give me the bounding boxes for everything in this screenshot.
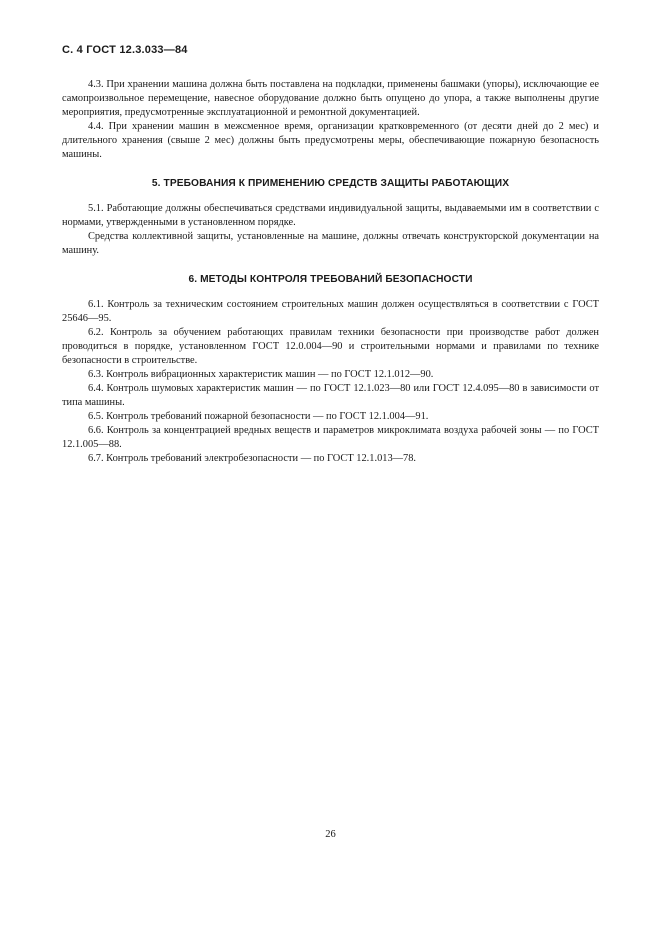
paragraph-6-5: 6.5. Контроль требований пожарной безопасности — по ГОСТ 12.1.004—91. (88, 411, 429, 422)
paragraph-6-4: 6.4. Контроль шумовых характеристик машин — по ГОСТ 12.1.023—80 или ГОСТ 12.4.095—80 в зависимости от типа машины. (62, 383, 599, 408)
paragraph-6-1: 6.1. Контроль за техническим состоянием строительных машин должен осуществляться в соответствии с ГОСТ 25646—95. (62, 299, 599, 324)
paragraph-6-7: 6.7. Контроль требований электробезопасности — по ГОСТ 12.1.013—78. (88, 453, 417, 464)
section-6-heading: 6. МЕТОДЫ КОНТРОЛЯ ТРЕБОВАНИЙ БЕЗОПАСНОСТИ (188, 274, 473, 285)
page-number: 26 (325, 829, 336, 840)
document-body (62, 78, 599, 466)
running-header: С. 4 ГОСТ 12.3.033—84 (62, 44, 188, 56)
paragraph-6-6: 6.6. Контроль за концентрацией вредных веществ и параметров микроклимата воздуха рабочей зоны — по ГОСТ 12.1.005—88. (62, 425, 599, 450)
paragraph-5-1-collective: Средства коллективной защиты, установленные на машине, должны отвечать конструкторской документации на машину. (62, 231, 599, 256)
paragraph-6-2: 6.2. Контроль за обучением работающих правилам техники безопасности при производстве работ должен проводиться в порядке, установленном ГОСТ 12.0.004—90 и строительными нормами и правилами по технике безопасности в строительстве. (62, 327, 599, 366)
section-5-heading: 5. ТРЕБОВАНИЯ К ПРИМЕНЕНИЮ СРЕДСТВ ЗАЩИТЫ РАБОТАЮЩИХ (151, 178, 510, 189)
paragraph-4-4: 4.4. При хранении машин в межсменное время, организации кратковременного (от десяти дней до 2 мес) и длительного хранения (свыше 2 мес) должны быть предусмотрены меры, обеспечивающие пожарную безопасность машины. (62, 121, 599, 160)
paragraph-6-3: 6.3. Контроль вибрационных характеристик машин — по ГОСТ 12.1.012—90. (88, 369, 434, 380)
paragraph-5-1: 5.1. Работающие должны обеспечиваться средствами индивидуальной защиты, выдаваемыми им в соответствии с нормами, утвержденными в установленном порядке. (62, 203, 599, 228)
paragraph-4-3: 4.3. При хранении машина должна быть поставлена на подкладки, применены башмаки (упоры), исключающие ее самопроизвольное перемещение, навесное оборудование должно быть опущено до упора, а также выполнены другие мероприятия, предусмотренные эксплуатационной и ремонтной документацией. (62, 79, 599, 118)
